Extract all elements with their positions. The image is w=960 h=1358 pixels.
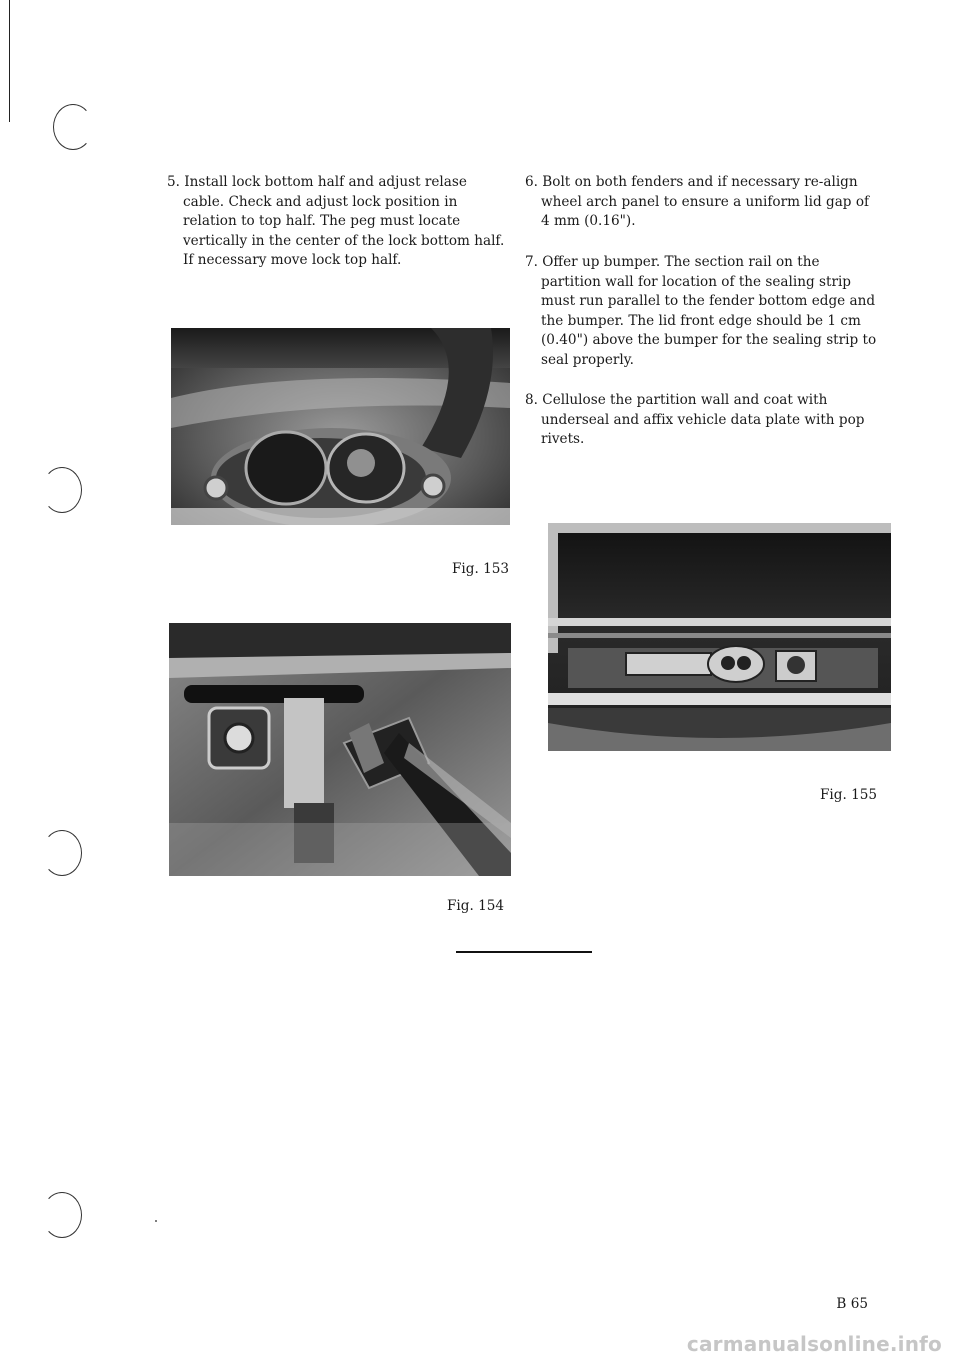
figure-153-photo [171, 328, 510, 525]
figure-155-photo [548, 523, 891, 751]
step-6-text: 6. Bolt on both fenders and if necessary re-align wheel arch panel to ensure a uniform lid gap of 4 mm (0.16"). [525, 174, 870, 230]
binder-hole-3 [42, 830, 82, 876]
binder-hole-1 [53, 104, 93, 150]
section-divider [456, 951, 592, 953]
figure-154-photo [169, 623, 511, 876]
watermark: carmanualsonline.info [686, 1332, 942, 1356]
page-number: B 65 [836, 1296, 868, 1312]
step-8-text: 8. Cellulose the partition wall and coat with underseal and affix vehicle data plate with pop rivets. [525, 392, 865, 448]
figure-155-image [548, 523, 891, 751]
figure-153-image [171, 328, 510, 525]
figure-155-caption: Fig. 155 [820, 787, 878, 803]
figure-154-caption: Fig. 154 [447, 898, 505, 914]
binder-hole-4 [42, 1192, 82, 1238]
binder-hole-2 [42, 467, 82, 513]
page-edge-line [9, 0, 10, 122]
step-7-text: 7. Offer up bumper. The section rail on the partition wall for location of the sealing strip must run parallel to the fender bottom edge and the bumper. The lid front edge should be 1 cm (0.40") above the bumper for the sealing strip to seal properly. [525, 254, 877, 368]
figure-154-image [169, 623, 511, 876]
figure-153-caption: Fig. 153 [452, 561, 510, 577]
step-5-text: 5. Install lock bottom half and adjust relase cable. Check and adjust lock position in relation to top half. The peg must locate vertically in the center of the lock bottom half. If necessary move lock top half. [167, 174, 505, 269]
scan-speck [155, 1220, 157, 1222]
